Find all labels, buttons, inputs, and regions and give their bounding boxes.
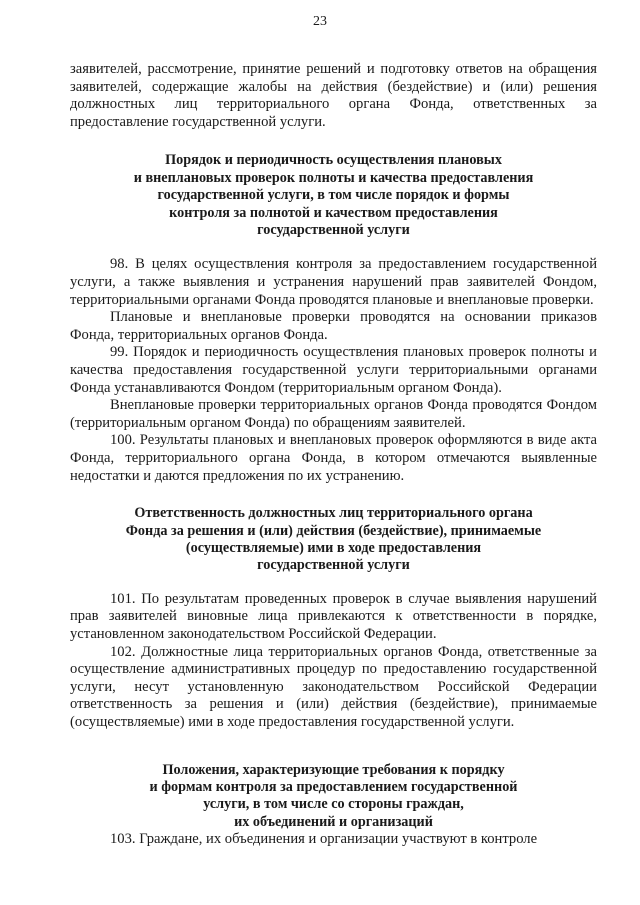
intro-paragraph: заявителей, рассмотрение, принятие решений и подготовку ответов на обращения заявителей, содержащие жалобы на действия (бездействие) и (или) решения должностных лиц территориального органа Фонда, ответственных за предоставление государственной услуги. <box>70 61 597 130</box>
heading-line: государственной услуги <box>257 557 410 574</box>
page-content <box>70 61 597 849</box>
heading-line: Порядок и периодичность осуществления плановых <box>165 152 502 169</box>
heading-line: Положения, характеризующие требования к порядку <box>162 761 505 778</box>
section-heading-control-procedure <box>70 152 597 239</box>
page-number: 23 <box>313 14 327 29</box>
heading-line: услуги, в том числе со стороны граждан, <box>203 796 464 813</box>
paragraph-99-cont: Внеплановые проверки территориальных органов Фонда проводятся Фондом (территориальным органом Фонда) по обращениям заявителей. <box>70 397 597 431</box>
heading-line: государственной услуги, в том числе порядок и формы <box>157 187 510 204</box>
heading-line: контроля за полнотой и качеством предоставления <box>169 204 498 221</box>
heading-line: Ответственность должностных лиц территориального органа <box>134 505 533 522</box>
heading-line: Фонда за решения и (или) действия (бездействие), принимаемые <box>125 522 542 539</box>
paragraph-98: 98. В целях осуществления контроля за предоставлением государственной услуги, а также выявления и устранения нарушений прав заявителей Фондом, территориальными органами Фонда проводятся плановые и внеплановые проверки. <box>70 256 597 308</box>
section-heading-responsibility <box>70 505 597 575</box>
heading-line: (осуществляемые) ими в ходе предоставления <box>185 539 482 556</box>
paragraph-103: 103. Граждане, их объединения и организации участвуют в контроле <box>110 831 538 848</box>
heading-line: и формам контроля за предоставлением государственной <box>149 778 518 795</box>
heading-line: их объединений и организаций <box>234 813 433 830</box>
section-heading-control-requirements <box>70 762 597 832</box>
paragraph-99: 99. Порядок и периодичность осуществления плановых проверок полноты и качества предоставления государственной услуги территориальными органами Фонда устанавливаются Фондом (территориальным органом Фонда). <box>70 344 597 396</box>
heading-line: государственной услуги <box>257 222 410 238</box>
paragraph-100: 100. Результаты плановых и внеплановых проверок оформляются в виде акта Фонда, территориального органа Фонда, в котором отмечаются выявленные недостатки и даются предложения по их устранению. <box>70 432 597 484</box>
paragraph-98-cont: Плановые и внеплановые проверки проводятся на основании приказов Фонда, территориальных органов Фонда. <box>70 309 597 343</box>
paragraph-101: 101. По результатам проведенных проверок в случае выявления нарушений прав заявителей виновные лица привлекаются к ответственности в порядке, установленном законодательством Российской Федерации. <box>70 590 597 642</box>
heading-line: и внеплановых проверок полноты и качества предоставления <box>133 169 534 186</box>
paragraph-102: 102. Должностные лица территориальных органов Фонда, ответственные за осуществление административных процедур по предоставлению государственной услуги, несут установленную законодательством Российской Федерации ответственность за решения и (или) действия (бездействие), принимаемые (осуществляемые) ими в ходе предоставления государственной услуги. <box>70 643 597 730</box>
